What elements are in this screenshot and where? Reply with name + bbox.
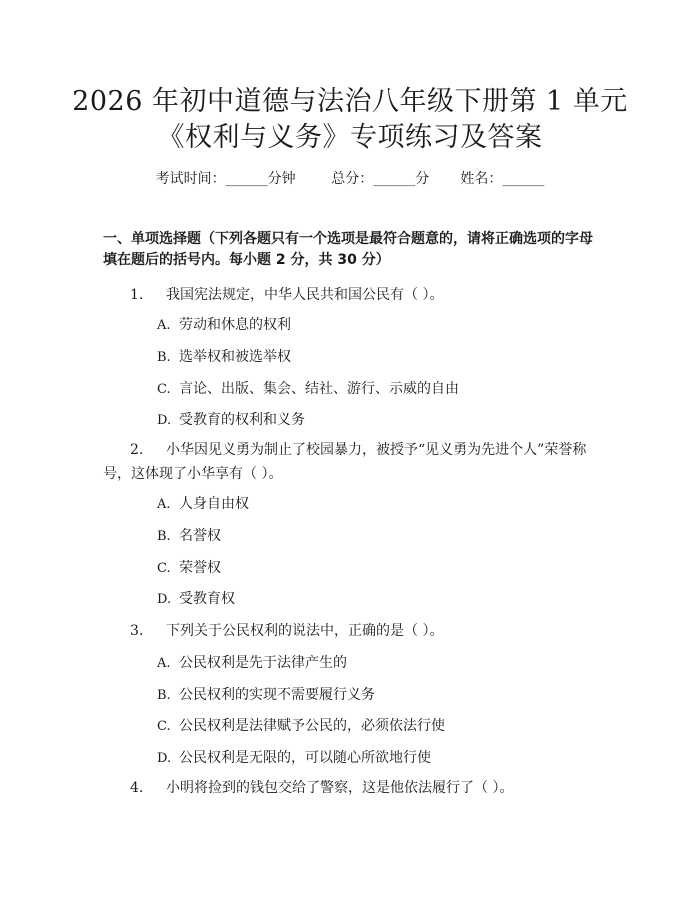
- option-text: 名誉权: [179, 528, 221, 544]
- time-unit: 分钟: [267, 171, 296, 187]
- question-number: 4.: [130, 780, 144, 796]
- question-text-line-2: 号，这体现了小华享有（ ）。: [103, 466, 283, 482]
- question-text: 我国宪法规定，中华人民共和国公民有（ ）。: [166, 287, 444, 303]
- name-blank: ______: [502, 171, 545, 187]
- option-text: 言论、出版、集会、结社、游行、示威的自由: [179, 381, 459, 397]
- question-2-option-b: [157, 526, 221, 547]
- question-3-option-c: [157, 716, 445, 737]
- name-label: 姓名：: [460, 171, 503, 187]
- question-text-line-1: 小华因见义勇为制止了校园暴力，被授予“见义勇为先进个人”荣誉称: [166, 442, 587, 458]
- question-3-option-d: [157, 748, 431, 769]
- option-text: 荣誉权: [179, 560, 221, 576]
- exam-meta: [0, 170, 700, 188]
- score-label: 总分：: [331, 171, 374, 187]
- option-letter: C.: [157, 561, 171, 576]
- option-text: 受教育的权利和义务: [179, 412, 305, 428]
- option-letter: A.: [157, 497, 171, 512]
- time-label: 考试时间：: [155, 171, 226, 187]
- question-number: 2.: [130, 442, 144, 458]
- question-1-option-b: [157, 347, 291, 368]
- question-2-option-a: [157, 494, 249, 515]
- question-1-option-a: [157, 315, 291, 336]
- option-letter: D.: [157, 413, 172, 428]
- question-text: 小明将捡到的钱包交给了警察，这是他依法履行了（ ）。: [166, 780, 514, 796]
- option-letter: D.: [157, 592, 172, 607]
- option-text: 人身自由权: [179, 496, 249, 512]
- section-title: 一、单项选择题（下列各题只有一个选项是最符合题意的，请将正确选项的字母填在题后的括号内。每小题 2 分，共 30 分）: [103, 231, 593, 268]
- question-2: [103, 438, 598, 486]
- question-2-option-c: [157, 558, 221, 579]
- option-letter: A.: [157, 318, 171, 333]
- question-number: 3.: [130, 623, 144, 639]
- option-text: 公民权利是法律赋予公民的，必须依法行使: [179, 718, 445, 734]
- option-text: 公民权利的实现不需要履行义务: [179, 687, 375, 703]
- document-title-line-1: 2026 年初中道德与法治八年级下册第 1 单元: [72, 86, 628, 117]
- option-letter: C.: [157, 382, 171, 397]
- question-2-option-d: [157, 589, 235, 610]
- question-4: [103, 776, 598, 800]
- option-text: 受教育权: [179, 591, 235, 607]
- question-1-option-c: [157, 379, 459, 400]
- question-3-option-b: [157, 685, 375, 706]
- question-3-option-a: [157, 653, 347, 674]
- option-letter: B.: [157, 688, 171, 703]
- option-letter: A.: [157, 656, 171, 671]
- option-text: 公民权利是无限的，可以随心所欲地行使: [179, 750, 431, 766]
- question-1-option-d: [157, 410, 305, 431]
- time-blank: ______: [225, 171, 268, 187]
- question-3: [103, 619, 598, 643]
- question-number: 1.: [130, 287, 144, 303]
- document-title-line-2: 《权利与义务》专项练习及答案: [157, 122, 543, 153]
- score-blank: ______: [373, 171, 416, 187]
- option-text: 公民权利是先于法律产生的: [179, 655, 347, 671]
- score-unit: 分: [415, 171, 430, 187]
- option-letter: B.: [157, 350, 171, 365]
- option-letter: B.: [157, 529, 171, 544]
- option-text: 劳动和休息的权利: [179, 317, 291, 333]
- option-letter: D.: [157, 751, 172, 766]
- question-text: 下列关于公民权利的说法中，正确的是（ ）。: [166, 623, 444, 639]
- option-text: 选举权和被选举权: [179, 349, 291, 365]
- option-letter: C.: [157, 719, 171, 734]
- question-1: [103, 283, 598, 307]
